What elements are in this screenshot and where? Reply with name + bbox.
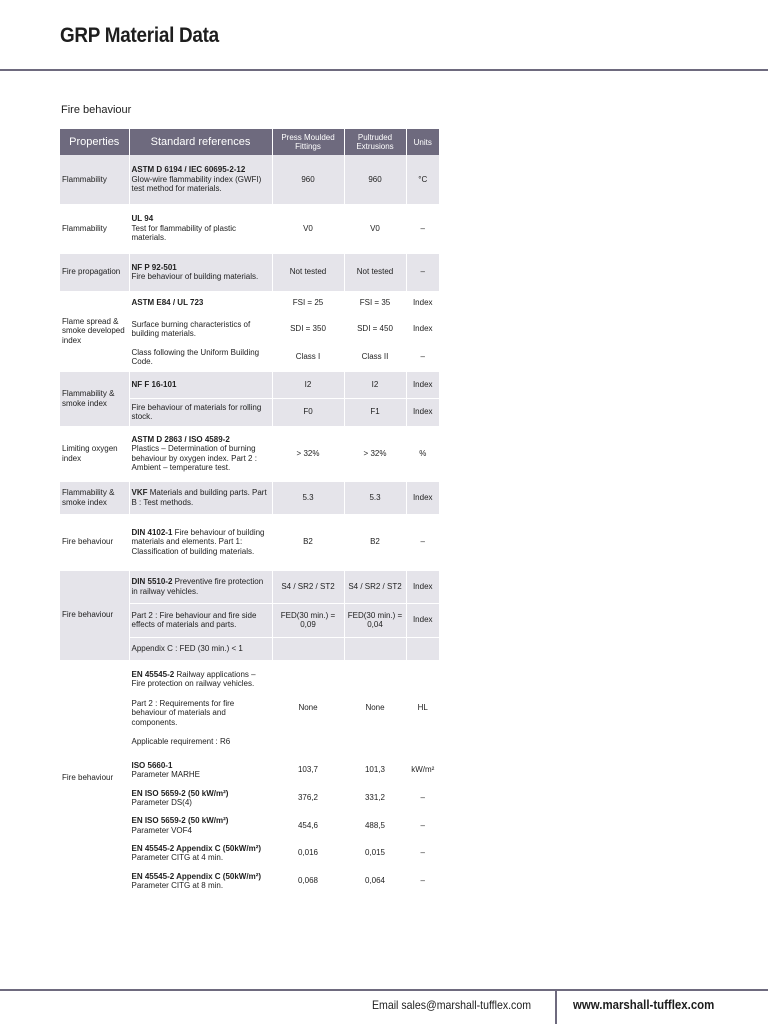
property-cell: Flammability & smoke index	[60, 371, 129, 426]
footer-website-link[interactable]: www.marshall-tufflex.com	[573, 997, 715, 1012]
fire-behaviour-table	[60, 129, 439, 896]
property-cell: Limiting oxygen index	[60, 426, 129, 481]
press-moulded-value: F0	[272, 398, 344, 426]
unit-cell: Index	[406, 398, 439, 426]
unit-cell: –	[406, 253, 439, 291]
table-row	[60, 481, 439, 514]
press-moulded-value: Not tested	[272, 253, 344, 291]
standard-description: Parameter MARHE	[131, 770, 200, 779]
press-moulded-value: 5.3	[272, 481, 344, 514]
table-row	[60, 570, 439, 603]
table-row	[60, 204, 439, 253]
standard-description: Parameter CITG at 4 min.	[131, 853, 224, 862]
table-row	[60, 514, 439, 570]
press-moulded-value: SDI = 350	[272, 315, 344, 343]
reference-cell	[129, 570, 272, 603]
footer-separator	[555, 991, 557, 1024]
press-moulded-value: 376,2	[272, 784, 344, 812]
press-moulded-value: 0,016	[272, 839, 344, 867]
unit-cell: Index	[406, 315, 439, 343]
pultruded-value: 488,5	[344, 812, 406, 839]
reference-cell	[129, 514, 272, 570]
press-moulded-value: S4 / SR2 / ST2	[272, 570, 344, 603]
standard-description: Surface burning characteristics of building materials.	[129, 315, 272, 343]
standard-code: VKF	[131, 488, 148, 497]
standard-description: Preventive fire protection in railway vehicles.	[131, 577, 264, 596]
property-cell: Flammability & smoke index	[60, 481, 129, 514]
pultruded-value: FED(30 min.) = 0,04	[344, 603, 406, 637]
header-properties: Properties	[60, 129, 129, 155]
standard-description: Glow-wire flammability index (GWFI) test method for materials.	[131, 174, 262, 193]
table-row	[60, 660, 439, 756]
pultruded-value: 0,015	[344, 839, 406, 867]
footer-email-link[interactable]: Email sales@marshall-tufflex.com	[372, 998, 532, 1012]
header-standard-references: Standard references	[129, 129, 272, 155]
standard-code: EN ISO 5659-2 (50 kW/m²)	[131, 816, 229, 825]
unit-cell: Index	[406, 603, 439, 637]
standard-description-part: Part 2 : Requirements for fire behaviour of materials and components.	[131, 698, 235, 727]
standard-code: EN 45545-2	[131, 669, 175, 679]
property-cell: Fire propagation	[60, 253, 129, 291]
standard-code: UL 94	[131, 214, 154, 224]
press-moulded-value: > 32%	[272, 426, 344, 481]
unit-cell: –	[406, 514, 439, 570]
property-cell: Flammability	[60, 204, 129, 253]
unit-cell: kW/m²	[406, 756, 439, 784]
table-row	[60, 291, 439, 315]
reference-cell	[129, 155, 272, 204]
standard-code: EN 45545-2 Appendix C (50kW/m²)	[131, 843, 262, 853]
reference-cell	[129, 426, 272, 481]
table-header-row	[60, 129, 439, 155]
pultruded-value: V0	[344, 204, 406, 253]
standard-description: Fire behaviour of building materials.	[131, 272, 259, 281]
footer-divider	[0, 989, 768, 991]
standard-code: NF P 92-501	[131, 262, 177, 272]
unit-cell: °C	[406, 155, 439, 204]
press-moulded-value: 0,068	[272, 867, 344, 895]
standard-description: Parameter CITG at 8 min.	[131, 881, 224, 890]
pultruded-value: Not tested	[344, 253, 406, 291]
press-moulded-value: I2	[272, 371, 344, 398]
pultruded-value	[344, 637, 406, 660]
unit-cell: –	[406, 839, 439, 867]
pultruded-value: 101,3	[344, 756, 406, 784]
press-moulded-value	[272, 637, 344, 660]
pultruded-value: > 32%	[344, 426, 406, 481]
standard-description: Part 2 : Fire behaviour and fire side effects of materials and parts.	[129, 603, 272, 637]
unit-cell: Index	[406, 371, 439, 398]
property-cell: Fire behaviour	[60, 660, 129, 895]
applicable-requirement: Applicable requirement : R6	[131, 737, 231, 746]
table-row	[60, 155, 439, 204]
press-moulded-value: None	[272, 660, 344, 756]
press-moulded-value: FED(30 min.) = 0,09	[272, 603, 344, 637]
standard-description: Appendix C : FED (30 min.) < 1	[129, 637, 272, 660]
standard-description: Fire behaviour of building materials and elements. Part 1: Classification of building materials.	[131, 527, 265, 556]
pultruded-value: B2	[344, 514, 406, 570]
unit-cell: –	[406, 343, 439, 371]
press-moulded-value: FSI = 25	[272, 291, 344, 315]
reference-cell	[129, 867, 272, 895]
unit-cell: Index	[406, 481, 439, 514]
header-divider	[0, 69, 768, 71]
standard-description: Railway applications – Fire protection on railway vehicles.	[131, 669, 256, 688]
press-moulded-value: 103,7	[272, 756, 344, 784]
standard-code: DIN 4102-1	[131, 527, 173, 537]
reference-cell	[129, 204, 272, 253]
section-title: Fire behaviour	[61, 104, 132, 116]
header-press-moulded-fittings: Press Moulded Fittings	[272, 129, 344, 155]
standard-description: Test for flammability of plastic materials.	[131, 223, 236, 243]
unit-cell: –	[406, 784, 439, 812]
unit-cell	[406, 637, 439, 660]
table-row	[60, 253, 439, 291]
press-moulded-value: 960	[272, 155, 344, 204]
reference-cell	[129, 253, 272, 291]
press-moulded-value: 454,6	[272, 812, 344, 839]
pultruded-value: Class II	[344, 343, 406, 371]
press-moulded-value: V0	[272, 204, 344, 253]
pultruded-value: 960	[344, 155, 406, 204]
unit-cell: %	[406, 426, 439, 481]
press-moulded-value: Class I	[272, 343, 344, 371]
unit-cell: –	[406, 204, 439, 253]
pultruded-value: I2	[344, 371, 406, 398]
pultruded-value: 5.3	[344, 481, 406, 514]
reference-cell	[129, 812, 272, 839]
property-cell: Flammability	[60, 155, 129, 204]
property-cell: Fire behaviour	[60, 570, 129, 660]
standard-code: ASTM E84 / UL 723	[131, 298, 204, 308]
reference-cell	[129, 839, 272, 867]
standard-code: EN 45545-2 Appendix C (50kW/m²)	[131, 871, 262, 881]
unit-cell: HL	[406, 660, 439, 756]
standard-description: Fire behaviour of materials for rolling stock.	[129, 398, 272, 426]
standard-code: EN ISO 5659-2 (50 kW/m²)	[131, 788, 229, 798]
standard-description: Class following the Uniform Building Code.	[129, 343, 272, 371]
unit-cell: –	[406, 867, 439, 895]
pultruded-value: 0,064	[344, 867, 406, 895]
property-cell: Fire behaviour	[60, 514, 129, 570]
unit-cell: Index	[406, 570, 439, 603]
reference-cell	[129, 660, 272, 756]
standard-code: ASTM D 6194 / IEC 60695-2-12	[131, 165, 246, 174]
standard-description: Materials and building parts. Part B : Test methods.	[131, 488, 267, 507]
press-moulded-value: B2	[272, 514, 344, 570]
pultruded-value: SDI = 450	[344, 315, 406, 343]
unit-cell: Index	[406, 291, 439, 315]
table-row	[60, 426, 439, 481]
standard-code: DIN 5510-2	[131, 577, 173, 586]
pultruded-value: FSI = 35	[344, 291, 406, 315]
pultruded-value: None	[344, 660, 406, 756]
pultruded-value: 331,2	[344, 784, 406, 812]
reference-cell	[129, 291, 272, 315]
standard-description: Parameter DS(4)	[131, 798, 192, 807]
standard-description: Parameter VOF4	[131, 825, 192, 835]
reference-cell	[129, 371, 272, 398]
property-cell: Flame spread & smoke developed index	[60, 291, 129, 371]
header-units: Units	[406, 129, 439, 155]
page-title: GRP Material Data	[60, 24, 219, 47]
reference-cell	[129, 481, 272, 514]
standard-code: ASTM D 2863 / ISO 4589-2	[131, 434, 230, 444]
reference-cell	[129, 756, 272, 784]
reference-cell	[129, 784, 272, 812]
standard-description: Plastics – Determination of burning behaviour by oxygen index. Part 2 : Ambient – temperature test.	[131, 444, 257, 472]
table-row	[60, 371, 439, 398]
header-pultruded-extrusions: Pultruded Extrusions	[344, 129, 406, 155]
pultruded-value: S4 / SR2 / ST2	[344, 570, 406, 603]
standard-code: NF F 16-101	[131, 379, 177, 389]
pultruded-value: F1	[344, 398, 406, 426]
standard-code: ISO 5660-1	[131, 760, 173, 770]
unit-cell: –	[406, 812, 439, 839]
